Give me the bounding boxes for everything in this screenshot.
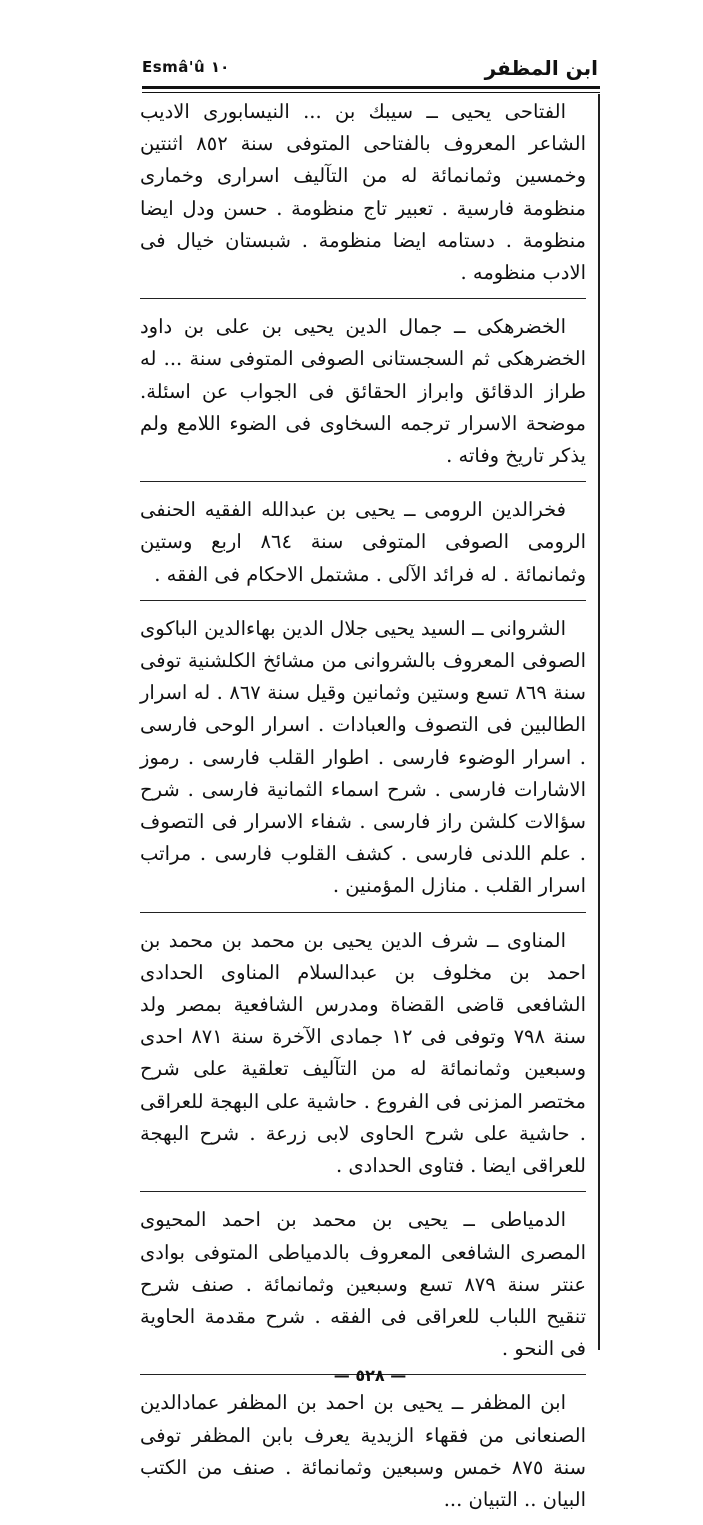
entry-dimyati: الدمياطى ــ يحيى بن محمد بن احمد المحيوى المصرى الشافعى المعروف بالدمياطى المتوفى بوادى عنتر سنة ٨٧٩ تسع وسبعين وثمانمائة . صنف شرح تنقيح اللباب للعراقى فى الفقه . شرح مقدمة الحاوية فى النحو .: [140, 1208, 586, 1361]
entry-fakhruddin-rumi: فخرالدين الرومى ــ يحيى بن عبدالله الفقيه الحنفى الرومى الصوفى المتوفى سنة ٨٦٤ اربع وستين وثمانمائة . له فرائد الآلى . مشتمل الاحكام فى الفقه .: [140, 498, 586, 586]
entry-separator: [140, 912, 586, 913]
text-column: [140, 96, 586, 1525]
entry-separator: [140, 600, 586, 601]
running-title: ابن المظفر: [484, 56, 598, 80]
page-code: Esmâ'û ١٠: [142, 58, 230, 76]
entry-separator: [140, 298, 586, 299]
entry-khudrahaki: الخضرهكى ــ جمال الدين يحيى بن على بن داود الخضرهكى ثم السجستانى الصوفى المتوفى سنة ... له طراز الدقائق وابراز الحقائق فى الجواب عن اسئلة. موضحة الاسرار ترجمه السخاوى فى الضوء اللامع ولم يذكر تاريخ وفاته .: [140, 315, 586, 468]
header-rule-thick: [142, 86, 600, 89]
entry-shirwani: الشروانى ــ السيد يحيى جلال الدين بهاءالدين الباكوى الصوفى المعروف بالشروانى من مشائخ الكلشنية توفى سنة ٨٦٩ تسع وستين وثمانين وقيل سنة ٨٦٧ . له اسرار الطالبين فى التصوف والعبادات . اسرار الوحى فارسى . اسرار الوضوء فارسى . اطوار القلب فارسى . رموز الاشارات فارسى . شرح اسماء الثمانية فارسى . شرح سؤالات كلشن راز فارسى . شفاء الاسرار فى التصوف . علم اللدنى فارسى . كشف القلوب فارسى . مراتب اسرار القلب . منازل المؤمنين .: [140, 616, 586, 898]
entry-munawi: المناوى ــ شرف الدين يحيى بن محمد بن محمد بن احمد بن مخلوف بن عبدالسلام المناوى الحدادى الشافعى قاضى القضاة ومدرس الشافعية بمصر ولد سنة ٧٩٨ وتوفى فى ١٢ جمادى الآخرة سنة ٨٧١ احدى وسبعين وثمانمائة له من التآليف تعلقية على شرح مختصر المزنى فى الفروع . حاشية على البهجة للعراقى . حاشية على شرح الحاوى لابى زرعة . شرح البهجة للعراقى ايضا . فتاوى الحدادى .: [140, 928, 586, 1178]
entry-ibn-muzaffar: ابن المظفر ــ يحيى بن احمد بن المظفر عمادالدين الصنعانى من فقهاء الزيدية يعرف بابن المظفر توفى سنة ٨٧٥ خمس وسبعين وثمانمائة . صنف من الكتب البيان .. التبيان ...: [140, 1391, 586, 1511]
page-number: — ٥٢٨ —: [333, 1366, 407, 1385]
running-header: [142, 52, 598, 82]
column-side-rule: [598, 94, 600, 1350]
entry-separator: [140, 1191, 586, 1192]
entry-separator: [140, 481, 586, 482]
entry-fattahi: الفتاحى يحيى ــ سيبك بن ... النيسابورى الاديب الشاعر المعروف بالفتاحى المتوفى سنة ٨٥٢ اثنتين وخمسين وثمانمائة له من التآليف اسرارى وخمارى منظومة فارسية . تعبير تاج منظومة . حسن ودل ايضا منظومة . دستامه ايضا منظومة . شبستان خيال فى الادب منظومه .: [140, 100, 586, 285]
header-rule-thin: [142, 92, 600, 93]
